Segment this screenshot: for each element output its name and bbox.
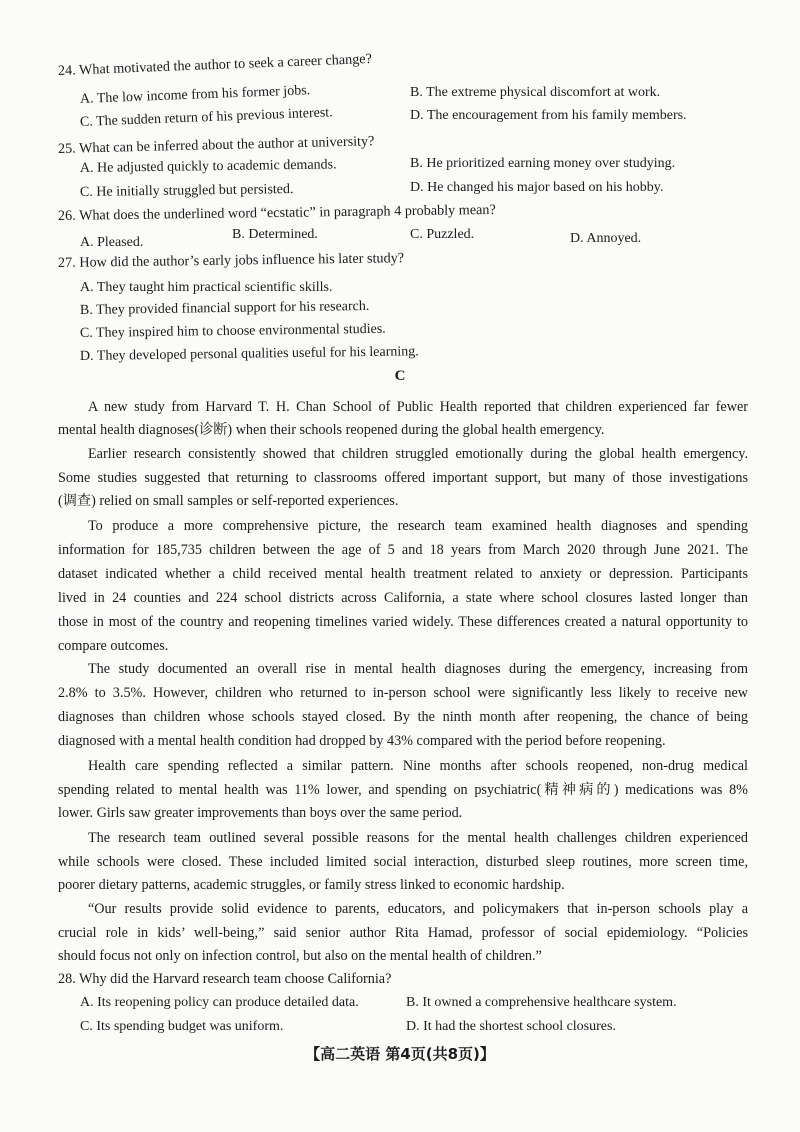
question-27-option-a: A. They taught him practical scientific skills. — [80, 280, 333, 295]
question-25-option-c: C. He initially struggled but persisted. — [79, 182, 294, 200]
question-26-option-c: C. Puzzled. — [410, 227, 475, 242]
passage-p7-line: “Our results provide solid evidence to parents, educators, and policymakers that in-person schools play a — [88, 901, 748, 917]
question-26-stem: 26. What does the underlined word “ecstatic” in paragraph 4 probably mean? — [57, 201, 496, 224]
passage-p7-line: should focus not only on infection control, but also on the mental health of children.” — [58, 948, 542, 964]
passage-p5-line: Health care spending reflected a similar pattern. Nine months after schools reopened, non-drug medical — [88, 758, 748, 774]
passage-p1-line: mental health diagnoses(诊断) when their schools reopened during the global health emergency. — [58, 422, 605, 438]
question-26-option-a: A. Pleased. — [80, 235, 144, 250]
passage-p2-line: Earlier research consistently showed that children struggled emotionally during the global health emergency. — [88, 446, 748, 462]
passage-p2-line: (调查) relied on small samples or self-reported experiences. — [58, 493, 399, 509]
question-25-option-d: D. He changed his major based on his hobby. — [410, 180, 664, 195]
passage-p5-line: spending related to mental health was 11% lower, and spending on psychiatric(精神病的) medications was 8% — [58, 782, 748, 798]
passage-p3-line: information for 185,735 children between the age of 5 and 18 years from March 2020 through June 2021. The — [58, 542, 748, 558]
section-heading: C — [394, 368, 406, 384]
question-24-option-b: B. The extreme physical discomfort at work. — [410, 85, 661, 100]
question-28-option-d: D. It had the shortest school closures. — [406, 1019, 616, 1034]
passage-p4-line: diagnoses than children whose schools stayed closed. By the ninth month after reopening, the chance of being — [58, 709, 748, 725]
question-28-option-c: C. Its spending budget was uniform. — [80, 1019, 284, 1034]
question-27-stem: 27. How did the author’s early jobs influence his later study? — [57, 250, 405, 271]
passage-p4-line: 2.8% to 3.5%. However, children who returned to in-person school were significantly less likely to receive new — [58, 685, 748, 701]
question-27-option-b: B. They provided financial support for his research. — [79, 298, 370, 318]
passage-p7-line: crucial role in kids’ well-being,” said senior author Rita Hamad, professor of social epidemiology. “Policies — [58, 925, 748, 941]
passage-p3-line: To produce a more comprehensive picture, the research team examined health diagnoses and spending — [88, 518, 748, 534]
question-26-option-d: D. Annoyed. — [570, 231, 642, 246]
question-25-option-b: B. He prioritized earning money over studying. — [410, 156, 676, 171]
passage-p3-line: those in most of the country and reopening timelines varied widely. These differences created a natural opportunity to — [58, 614, 748, 630]
question-24-option-a: A. The low income from his former jobs. — [79, 83, 311, 107]
passage-p3-line: compare outcomes. — [58, 638, 169, 654]
question-25-stem: 25. What can be inferred about the author at university? — [57, 133, 375, 157]
question-24-option-c: C. The sudden return of his previous interest. — [79, 105, 333, 130]
page-footer: 【高二英语 第4页(共8页)】 — [305, 1045, 495, 1063]
passage-p5-line: lower. Girls saw greater improvements than boys over the same period. — [58, 805, 463, 821]
question-28-stem: 28. Why did the Harvard research team choose California? — [58, 971, 392, 987]
passage-p4-line: The study documented an overall rise in mental health diagnoses during the emergency, increasing from — [88, 661, 748, 677]
passage-p6-line: poorer dietary patterns, academic struggles, or family stress linked to economic hardship. — [58, 877, 565, 893]
question-28-option-a: A. Its reopening policy can produce detailed data. — [80, 995, 359, 1010]
question-27-option-d: D. They developed personal qualities useful for his learning. — [79, 344, 419, 364]
question-24-option-d: D. The encouragement from his family members. — [410, 108, 687, 123]
passage-p2-line: Some studies suggested that returning to classrooms offered important support, but many of those investigations — [58, 470, 748, 486]
passage-p4-line: diagnosed with a mental health condition had dropped by 43% compared with the period before reopening. — [58, 733, 666, 749]
passage-p6-line: while schools were closed. These included limited social interaction, disturbed sleep routines, more screen time, — [58, 854, 748, 870]
passage-p6-line: The research team outlined several possible reasons for the mental health challenges children experienced — [88, 830, 748, 846]
passage-p1-line: A new study from Harvard T. H. Chan School of Public Health reported that children experienced far fewer — [88, 399, 748, 415]
question-24-stem: 24. What motivated the author to seek a career change? — [57, 50, 373, 79]
passage-p3-line: lived in 24 counties and 224 school districts across California, a state where school closures lasted longer than — [58, 590, 748, 606]
passage-p3-line: dataset indicated whether a child received mental health treatment related to anxiety or depression. Participants — [58, 566, 748, 582]
question-27-option-c: C. They inspired him to choose environmental studies. — [79, 321, 386, 341]
question-25-option-a: A. He adjusted quickly to academic demands. — [79, 157, 337, 176]
question-28-option-b: B. It owned a comprehensive healthcare system. — [406, 995, 677, 1010]
question-26-option-b: B. Determined. — [232, 227, 318, 242]
